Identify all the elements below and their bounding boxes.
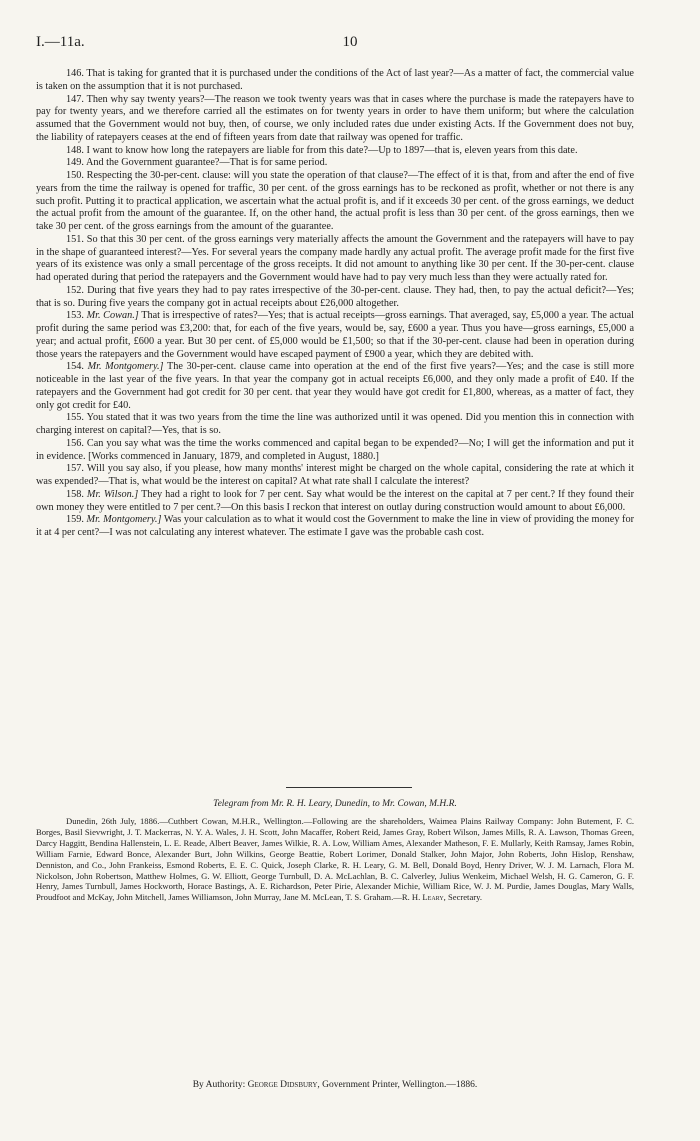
question-number: 147. <box>66 93 84 105</box>
imprint-prefix: By Authority: <box>192 1080 248 1090</box>
imprint-suffix: , Government Printer, Wellington.—1886. <box>317 1080 478 1090</box>
question-number: 151. <box>66 233 84 245</box>
question-text: During that five years they had to pay rates irrespective of the 30-per-cent. clause. They had, then, to pay the actual deficit?—Yes; that is so. During five years the company got in actual receipts about £26,000 altogether. <box>36 284 635 309</box>
question-number: 154. <box>66 361 84 373</box>
question-paragraph <box>36 157 634 170</box>
question-text: Then why say twenty years?—The reason we took twenty years was that in cases where the purchase is made the ratepayers have to pay for twenty years, and we therefore carried all the estimates on for twenty years in order to have them uniform; but where the calculation assumed that the Government would not buy, then, of course, we only included rates due under existing Acts. If the Government does not buy, the liability of ratepayers ceases at the end of fifteen years from date that railway was opened for traffic. <box>36 93 634 143</box>
question-paragraph <box>36 361 634 412</box>
question-number: 158. <box>66 488 84 500</box>
telegram-signature-suffix: , Secretary. <box>443 892 483 903</box>
speaker-name: Mr. Montgomery.] <box>86 514 162 526</box>
question-number: 155. <box>66 412 84 424</box>
question-text: That is irrespective of rates?—Yes; that is actual receipts—gross earnings. That averaged, say, £5,000 a year. The actual profit during the same period was £3,200: that, for each of the five years, would be, say, £600 a year. Thus you have—gross earnings, £5,000 a year; and actual profit, £600 a year. But 30 per cent. of £5,000 would be £1,500; so that if the 30-per-cent. clause had been in operation during those years the ratepayers and the Government would have escaped payment of £900 a year, which they are debited with. <box>36 310 634 360</box>
question-text: I want to know how long the ratepayers are liable for from this date?—Up to 1897—that is, eleven years from this date. <box>86 144 578 156</box>
question-text: And the Government guarantee?—That is for same period. <box>85 157 328 169</box>
speaker-name: Mr. Montgomery.] <box>87 361 164 373</box>
question-text: Can you say what was the time the works commenced and capital began to be expended?—No; I will get the information and put it in evidence. [Works commenced in January, 1879, and completed in August, 1880.] <box>36 437 635 462</box>
question-paragraph <box>36 310 634 361</box>
evidence-body <box>36 68 634 540</box>
question-text: The 30-per-cent. clause came into operation at the end of the first five years?—Yes; and the case is still more noticeable in the last year of the five years. In that year the company got in actual receipts £6,000, and they only made a profit of £40. If the ratepayers and the Government had got credit for 30 per cent. that year they would have got credit for £1,800, whereas, as a matter of fact, they only got credit for £40. <box>36 361 634 411</box>
question-paragraph <box>36 463 634 489</box>
page-header <box>36 34 664 54</box>
speaker-name: Mr. Wilson.] <box>86 488 139 500</box>
question-paragraph <box>36 514 634 540</box>
question-paragraph <box>36 438 634 464</box>
question-text: Respecting the 30-per-cent. clause: will you state the operation of that clause?—The effect of it is that, from and after the end of five years from the time the railway is opened for traffic, 30 per cent. of the gross earnings has to be reckoned as profit, whether or not there is any such profit. Putting it to practical application, we ascertain what the actual profit is, and if it exceeds 30 per cent. of the gross earnings, we deduct the actual profit from the amount of the guarantee. If, on the other hand, the actual profit is less than 30 per cent. of the gross earnings, then we take 30 per cent. of the gross earnings from the amount of the guarantee. <box>36 170 635 232</box>
printer-imprint <box>36 1080 634 1090</box>
question-number: 148. <box>66 144 84 156</box>
question-number: 146. <box>66 68 84 79</box>
speaker-name: Mr. Cowan.] <box>86 310 139 322</box>
question-paragraph <box>36 234 634 285</box>
question-paragraph <box>36 412 634 438</box>
question-paragraph <box>36 285 634 311</box>
question-number: 153. <box>66 310 84 322</box>
question-paragraph <box>36 489 634 515</box>
question-number: 157. <box>66 463 84 475</box>
question-text: So that this 30 per cent. of the gross earnings very materially affects the amount the Government and the ratepayers will have to pay in the shape of guaranteed interest?—Yes. For several years the company made hardly any actual profit. The average profit made for the first five years of its existence was only a small percentage of the gross receipts. It did not amount to anything like 30 per cent. If the 30-per-cent. clause had operated during that period the ratepayers and the Government would have had to pay very much less than they were actually rated for. <box>36 233 634 283</box>
question-number: 150. <box>66 170 84 181</box>
page-number: 10 <box>342 34 358 50</box>
question-number: 156. <box>66 437 84 449</box>
question-paragraph <box>36 94 634 145</box>
question-number: 149. <box>66 157 84 169</box>
document-reference: I.—11a. <box>36 34 85 50</box>
telegram-text: Dunedin, 26th July, 1886.—Cuthbert Cowan, M.H.R., Wellington.—Following are the shareholders, Waimea Plains Railway Company: John Butement, F. C. Borges, Basil Sievwright, J. T. Mackerras, N. Y. A. Wales, J. H. Scott, John Macaffer, Robert Reid, James Gray, Robert Wilson, James Mills, R. A. Lawson, Thomas Green, Darcy Haggitt, Bendina Hallenstein, L. E. Reade, Albert Beaver, James Wilkie, R. A. Low, William Ames, Alexander Matheson, F. E. Mullarly, Keith Ramsay, James Robin, William Farnie, Edward Bonce, Alexander Burt, John Wilkins, George Beattie, Robert Lorimer, Donald Stalker, John Major, John Roberts, John Hislop, Renshaw, Denniston, and Co., John Frankeiss, Esmond Roberts, E. E. C. Quick, Joseph Clarke, R. H. Leary, G. M. Bell, Donald Boyd, Henry Driver, W. J. M. Larnach, Flora M. Nickolson, John Robertson, Matthew Holmes, G. W. Elliott, George Turnbull, D. A. McLachlan, B. C. Calverley, Julius Wenkeim, Michael Welsh, H. G. Cameron, G. F. Henry, James Turnbull, James Hockworth, Horace Bastings, A. E. Richardson, Peter Pirie, Alexander Michie, William Rice, W. J. M. Purdie, James Douglas, Mary Walls, Proudfoot and McKay, John Mitchell, James Williamson, John Murray, Jane M. McLean, T. S. Graham.—R. H. <box>36 816 634 903</box>
question-paragraph <box>36 145 634 158</box>
question-text: Will you say also, if you please, how many months' interest might be charged on the whole capital, considering the rate at which it was expended?—That is, what would be the interest on capital? At what rate shall I calculate the interest? <box>36 463 634 487</box>
telegram-signature: Leary <box>422 892 444 903</box>
question-paragraph <box>36 170 634 234</box>
question-text: They had a right to look for 7 per cent. Say what would be the interest on the capital at 7 per cent.? If they found their own money they were entitled to 7 per cent.?—On this basis I reckon that interest on outlay during construction would amount to about £6,000. <box>36 488 635 513</box>
question-text: You stated that it was two years from the time the line was authorized until it was opened. Did you mention this in connection with charging interest on capital?—Yes, that is so. <box>36 412 634 436</box>
telegram-title: Telegram from Mr. R. H. Leary, Dunedin, to Mr. Cowan, M.H.R. <box>213 799 457 809</box>
question-text: Was your calculation as to what it would cost the Government to make the line in view of providing the money for it at 4 per cent?—I was not calculating any interest whatever. The estimate I gave was the probable cash cost. <box>36 514 634 538</box>
question-paragraph <box>36 68 634 94</box>
question-number: 159. <box>66 514 84 526</box>
question-text: That is taking for granted that it is purchased under the conditions of the Act of last year?—As a matter of fact, the commercial value is taken on the assumption that it is not purchased. <box>36 68 634 92</box>
imprint-printer: George Didsbury <box>247 1080 318 1090</box>
telegram-body <box>36 816 634 903</box>
section-divider <box>286 787 412 788</box>
question-number: 152. <box>66 284 84 296</box>
